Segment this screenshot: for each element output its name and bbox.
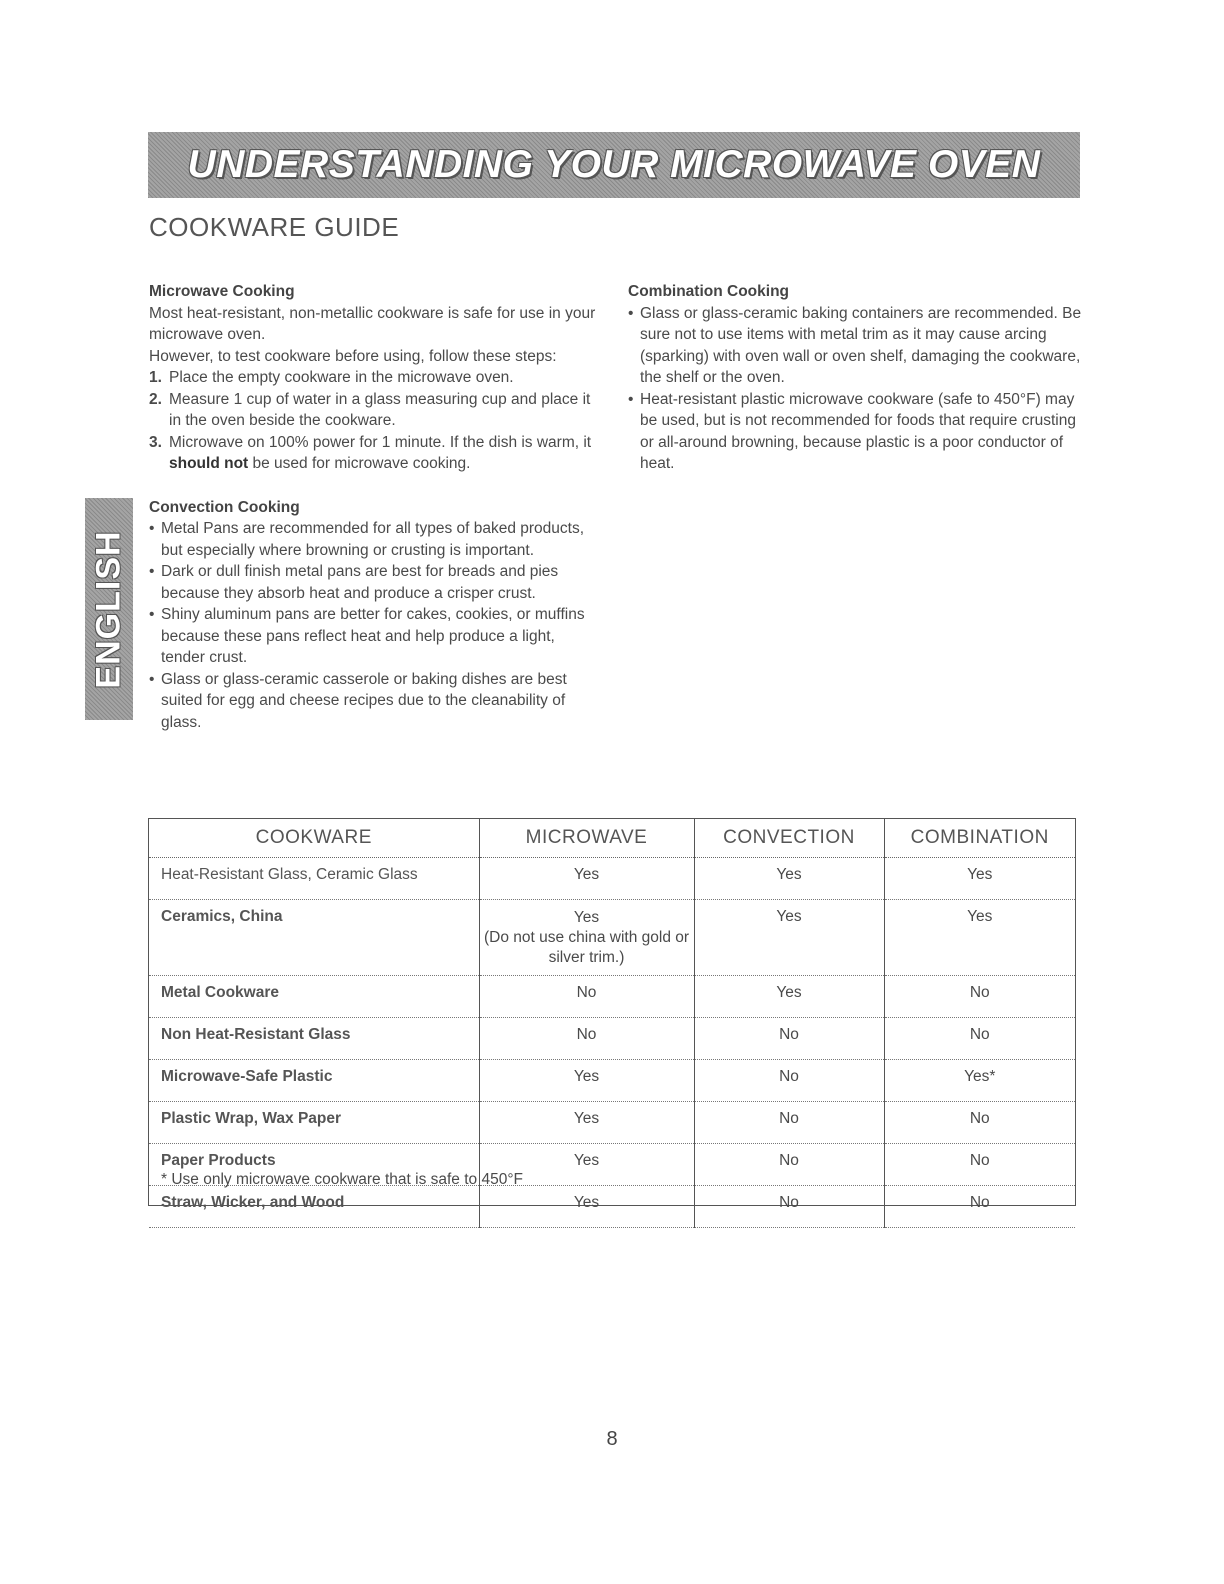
convection-cell: No bbox=[694, 1186, 884, 1228]
microwave-cell: Yes bbox=[479, 1186, 694, 1228]
bullet-item: • Metal Pans are recommended for all types of baked products, but especially where browning or crusting is important. bbox=[149, 518, 599, 561]
table-row bbox=[149, 1102, 1075, 1144]
header-cookware: COOKWARE bbox=[149, 819, 479, 858]
table-header-row bbox=[149, 819, 1075, 858]
cookware-grid bbox=[149, 819, 1075, 1228]
combination-cell: Yes bbox=[884, 858, 1075, 900]
microwave-cooking-block bbox=[149, 281, 599, 475]
cookware-name: Straw, Wicker, and Wood bbox=[149, 1186, 479, 1228]
combination-cell: No bbox=[884, 1144, 1075, 1186]
combination-cell: No bbox=[884, 1186, 1075, 1228]
convection-cooking-heading: Convection Cooking bbox=[149, 498, 300, 516]
step-number: 1. bbox=[149, 369, 162, 386]
microwave-cell: Yes bbox=[479, 1060, 694, 1102]
combination-cell: No bbox=[884, 1018, 1075, 1060]
cookware-name: Ceramics, China bbox=[149, 900, 479, 976]
table-row bbox=[149, 1186, 1075, 1228]
combination-cell: Yes bbox=[884, 900, 1075, 976]
microwave-note: (Do not use china with gold or silver trim.) bbox=[483, 929, 690, 966]
table-row bbox=[149, 1060, 1075, 1102]
table-row bbox=[149, 976, 1075, 1018]
header-convection: CONVECTION bbox=[694, 819, 884, 858]
header-microwave: MICROWAVE bbox=[479, 819, 694, 858]
cookware-name: Paper Products bbox=[149, 1144, 479, 1186]
banner-title: UNDERSTANDING YOUR MICROWAVE OVEN bbox=[187, 143, 1041, 186]
cookware-name: Metal Cookware bbox=[149, 976, 479, 1018]
cookware-name: Microwave-Safe Plastic bbox=[149, 1060, 479, 1102]
table-row bbox=[149, 900, 1075, 976]
step-text: Place the empty cookware in the microwave oven. bbox=[169, 369, 514, 386]
convection-cell: No bbox=[694, 1144, 884, 1186]
convection-cooking-block bbox=[149, 497, 599, 734]
microwave-cell: Yes bbox=[479, 1144, 694, 1186]
section-title: COOKWARE GUIDE bbox=[149, 212, 400, 242]
microwave-cell bbox=[479, 900, 694, 976]
page-banner bbox=[148, 132, 1080, 198]
combination-bullets bbox=[628, 303, 1083, 475]
microwave-intro-1: Most heat-resistant, non-metallic cookware is safe for use in your microwave oven. bbox=[149, 304, 596, 343]
bullet-item: • Dark or dull finish metal pans are best for breads and pies because they absorb heat and produce a crisper crust. bbox=[149, 561, 599, 604]
bullet-item: • Shiny aluminum pans are better for cakes, cookies, or muffins because these pans reflect heat and help produce a light, tender crust. bbox=[149, 604, 599, 669]
bullet-item: • Glass or glass-ceramic baking containers are recommended. Be sure not to use items with metal trim as it may cause arcing (sparking) with oven wall or oven shelf, damaging the cookware, the shelf or the oven. bbox=[628, 303, 1083, 389]
microwave-cell: No bbox=[479, 976, 694, 1018]
convection-cell: Yes bbox=[694, 976, 884, 1018]
microwave-cell: Yes bbox=[479, 858, 694, 900]
language-tab bbox=[85, 498, 133, 720]
right-column bbox=[628, 281, 1083, 475]
convection-cell: Yes bbox=[694, 858, 884, 900]
cookware-name: Non Heat-Resistant Glass bbox=[149, 1018, 479, 1060]
left-column bbox=[149, 281, 599, 733]
convection-cell: No bbox=[694, 1060, 884, 1102]
convection-cell: Yes bbox=[694, 900, 884, 976]
combination-cell: No bbox=[884, 1102, 1075, 1144]
cookware-table bbox=[148, 818, 1076, 1211]
bullet-item: • Heat-resistant plastic microwave cookware (safe to 450°F) may be used, but is not recommended for foods that require crusting or all-around browning, because plastic is a poor conductor of heat. bbox=[628, 389, 1083, 475]
convection-cell: No bbox=[694, 1102, 884, 1144]
language-tab-label: ENGLISH bbox=[89, 529, 128, 689]
cookware-name: Plastic Wrap, Wax Paper bbox=[149, 1102, 479, 1144]
microwave-cell: No bbox=[479, 1018, 694, 1060]
step-item bbox=[149, 389, 599, 432]
table-row bbox=[149, 858, 1075, 900]
step-number: 2. bbox=[149, 390, 162, 408]
header-combination: COMBINATION bbox=[884, 819, 1075, 858]
convection-bullets bbox=[149, 518, 599, 733]
step-number: 3. bbox=[149, 433, 162, 451]
cookware-name: Heat-Resistant Glass, Ceramic Glass bbox=[149, 858, 479, 900]
microwave-value: Yes bbox=[573, 909, 600, 926]
microwave-cell: Yes bbox=[479, 1102, 694, 1144]
step-emphasis: should not bbox=[169, 455, 249, 472]
step-text: be used for microwave cooking. bbox=[248, 455, 471, 472]
step-item bbox=[149, 432, 599, 475]
microwave-cooking-heading: Microwave Cooking bbox=[149, 283, 295, 300]
table-row bbox=[149, 1018, 1075, 1060]
combination-cell: No bbox=[884, 976, 1075, 1018]
combination-cell: Yes* bbox=[884, 1060, 1075, 1102]
microwave-steps bbox=[149, 367, 599, 475]
step-text: Measure 1 cup of water in a glass measuring cup and place it in the oven beside the cookware. bbox=[169, 390, 591, 429]
bullet-item: • Glass or glass-ceramic casserole or baking dishes are best suited for egg and cheese recipes due to the cleanability of glass. bbox=[149, 669, 599, 734]
table-footnote: * Use only microwave cookware that is safe to 450°F bbox=[161, 1171, 523, 1188]
page-number: 8 bbox=[606, 1428, 618, 1450]
combination-cooking-heading: Combination Cooking bbox=[628, 283, 790, 300]
microwave-intro-2: However, to test cookware before using, follow these steps: bbox=[149, 347, 557, 365]
step-item bbox=[149, 367, 599, 389]
step-text: Microwave on 100% power for 1 minute. If the dish is warm, it bbox=[169, 433, 592, 451]
convection-cell: No bbox=[694, 1018, 884, 1060]
